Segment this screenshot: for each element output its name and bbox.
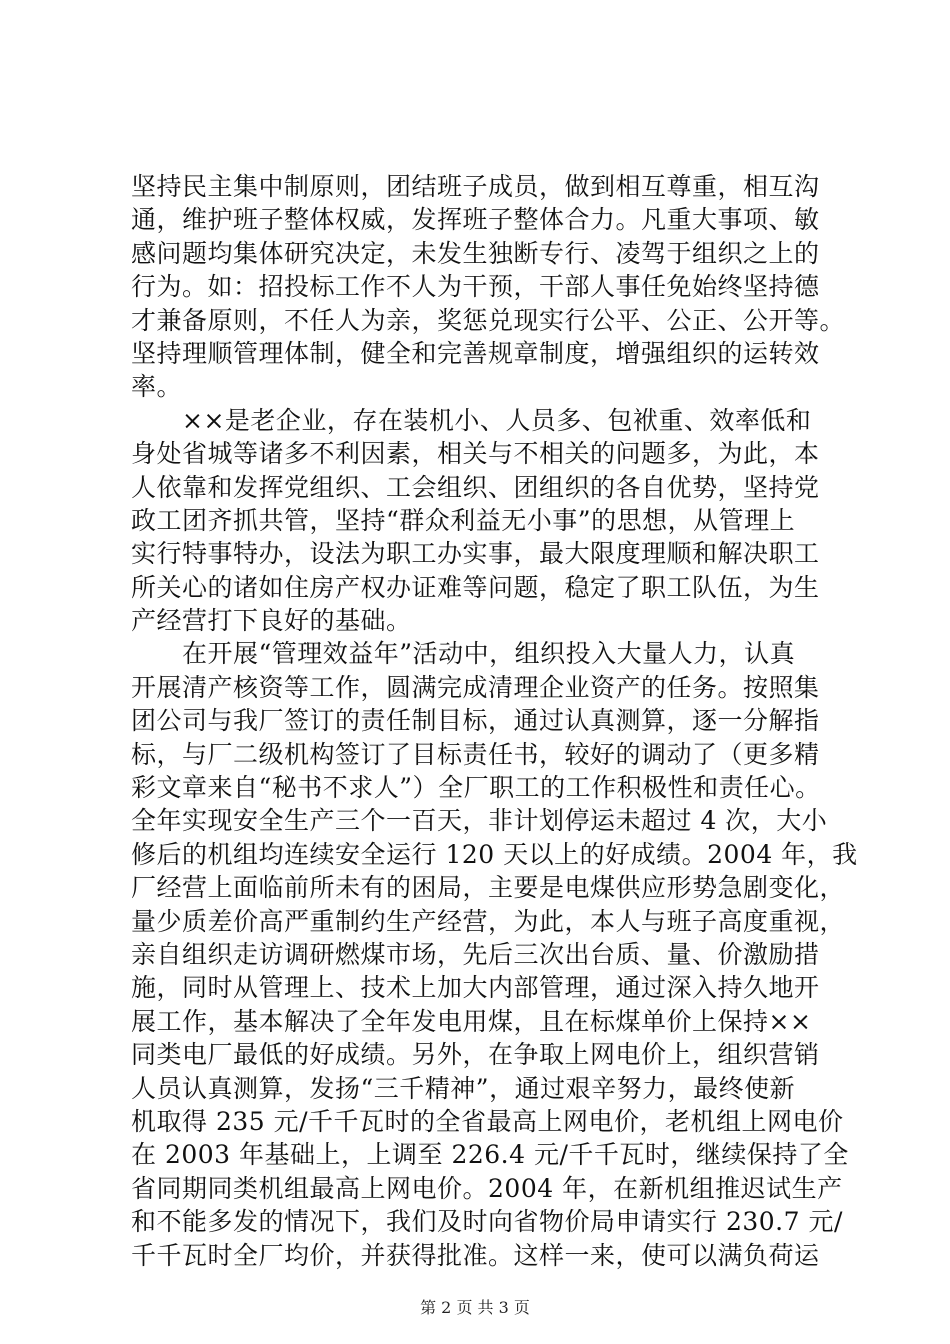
text-line: 千千瓦时全厂均价，并获得批准。这样一来，使可以满负荷运	[131, 1240, 820, 1270]
text-line: 才兼备原则，不任人为亲，奖惩兑现实行公平、公正、公开等。	[131, 305, 846, 335]
text-line: 彩文章来自“秘书不求人”）全厂职工的工作积极性和责任心。	[131, 773, 821, 803]
text-line: 全年实现安全生产三个一百天，非计划停运未超过 4 次，大小	[131, 806, 828, 836]
text-line: 和不能多发的情况下，我们及时向省物价局申请实行 230.7 元/	[131, 1207, 843, 1237]
body-text	[131, 170, 858, 1272]
text-line: 标，与厂二级机构签订了目标责任书，较好的调动了（更多精	[131, 739, 820, 769]
text-line: 修后的机组均连续安全运行 120 天以上的好成绩。2004 年，我	[131, 839, 858, 869]
text-line: 通，维护班子整体权威，发挥班子整体合力。凡重大事项、敏	[131, 205, 820, 235]
text-line: 身处省城等诸多不利因素，相关与不相关的问题多，为此，本	[131, 439, 820, 469]
text-line: 行为。如：招投标工作不人为干预，干部人事任免始终坚持德	[131, 272, 820, 302]
text-line: 在 2003 年基础上，上调至 226.4 元/千千瓦时，继续保持了全	[131, 1140, 849, 1170]
text-line: 产经营打下良好的基础。	[131, 606, 412, 636]
text-line: 人员认真测算，发扬“三千精神”，通过艰辛努力，最终使新	[131, 1073, 796, 1103]
text-line: ××是老企业，存在装机小、人员多、包袱重、效率低和	[131, 405, 812, 435]
text-line: 政工团齐抓共管，坚持“群众利益无小事”的思想，从管理上	[131, 505, 796, 535]
text-line: 率。	[131, 372, 183, 402]
text-line: 开展清产核资等工作，圆满完成清理企业资产的任务。按照集	[131, 672, 820, 702]
text-line: 量少质差价高严重制约生产经营，为此，本人与班子高度重视，	[131, 906, 846, 936]
text-line: 坚持理顺管理体制，健全和完善规章制度，增强组织的运转效	[131, 338, 820, 368]
text-line: 感问题均集体研究决定，未发生独断专行、凌驾于组织之上的	[131, 238, 820, 268]
text-line: 团公司与我厂签订的责任制目标，通过认真测算，逐一分解指	[131, 706, 820, 736]
text-line: 实行特事特办，设法为职工办实事，最大限度理顺和解决职工	[131, 539, 820, 569]
text-line: 展工作，基本解决了全年发电用煤，且在标煤单价上保持××	[131, 1006, 812, 1036]
text-line: 同类电厂最低的好成绩。另外，在争取上网电价上，组织营销	[131, 1040, 820, 1070]
text-line: 坚持民主集中制原则，团结班子成员，做到相互尊重，相互沟	[131, 172, 820, 201]
text-line: 在开展“管理效益年”活动中，组织投入大量人力，认真	[131, 639, 796, 669]
text-line: 省同期同类机组最高上网电价。2004 年，在新机组推迟试生产	[131, 1173, 843, 1203]
page-number-footer: 第 2 页 共 3 页	[420, 1298, 530, 1317]
text-line: 厂经营上面临前所未有的困局，主要是电煤供应形势急剧变化，	[131, 873, 846, 903]
text-line: 所关心的诸如住房产权办证难等问题，稳定了职工队伍，为生	[131, 572, 820, 602]
text-line: 人依靠和发挥党组织、工会组织、团组织的各自优势，坚持党	[131, 472, 820, 502]
text-line: 亲自组织走访调研燃煤市场，先后三次出台质、量、价激励措	[131, 939, 820, 969]
text-line: 施，同时从管理上、技术上加大内部管理，通过深入持久地开	[131, 973, 820, 1003]
text-line: 机取得 235 元/千千瓦时的全省最高上网电价，老机组上网电价	[131, 1106, 844, 1136]
